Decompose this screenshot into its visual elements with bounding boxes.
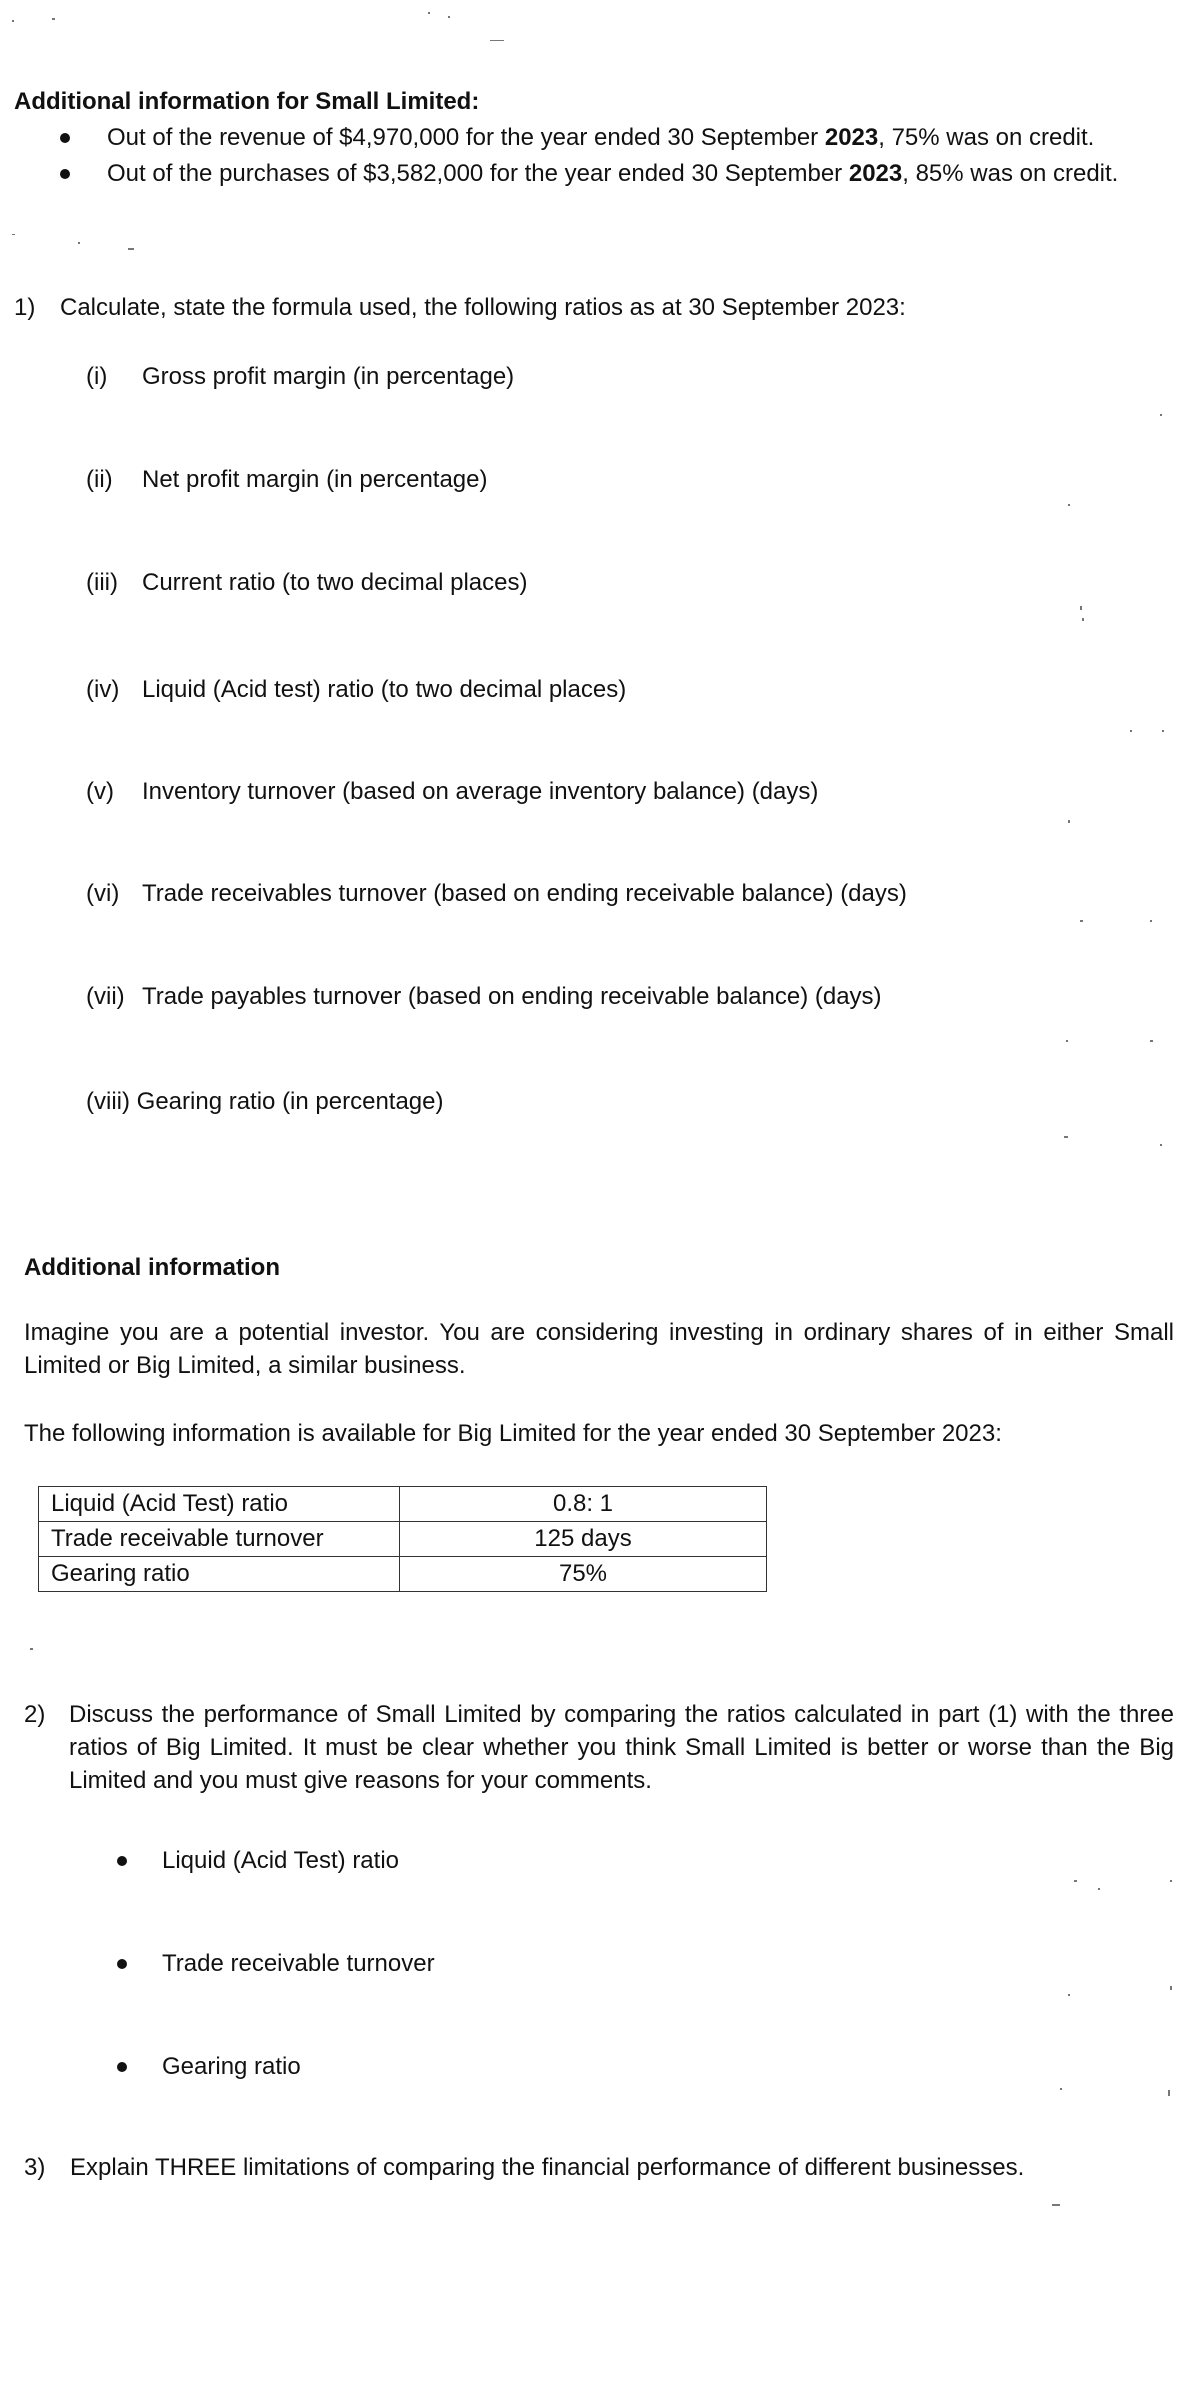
ratio-item-number: (vi) <box>86 880 120 907</box>
q2-bullet-2: Trade receivable turnover <box>162 1950 435 1977</box>
table-cell-value: 75% <box>400 1557 767 1592</box>
bullet-icon <box>60 133 70 143</box>
ratio-item-6 <box>86 878 907 910</box>
bullet-icon <box>117 2062 127 2072</box>
ratio-item-3 <box>86 567 527 599</box>
table-cell-label: Gearing ratio <box>39 1557 400 1592</box>
question-1-text: Calculate, state the formula used, the following ratios as at 30 September 2023: <box>60 294 906 321</box>
ratio-item-number: (i) <box>86 363 108 390</box>
bullet-icon <box>117 1856 127 1866</box>
table-cell-value: 0.8: 1 <box>400 1487 767 1522</box>
ratio-item-number: (ii) <box>86 466 113 493</box>
ratio-item-1 <box>86 361 514 393</box>
bullet-icon <box>117 1959 127 1969</box>
q2-bullet-1: Liquid (Acid Test) ratio <box>162 1847 399 1874</box>
ratio-item-text: Liquid (Acid test) ratio (to two decimal places) <box>142 676 627 703</box>
question-2-text: Discuss the performance of Small Limited by comparing the ratios calculated in part (1) with the three ratios of Big Limited. It must be clear whether you think Small Limited is better or worse than the Big Limited and you must give reasons for your comments. <box>69 1701 1174 1794</box>
bullet-icon <box>60 169 70 179</box>
bullet-1-year: 2023 <box>824 124 879 151</box>
ratio-item-text: Trade receivables turnover (based on ending receivable balance) (days) <box>142 880 907 907</box>
ratio-item-2 <box>86 464 488 496</box>
investor-paragraph: Imagine you are a potential investor. You are considering investing in ordinary shares of in either Small Limited or Big Limited, a similar business. <box>24 1319 1174 1379</box>
bullet-2-text: Out of the purchases of $3,582,000 for the year ended 30 September <box>107 160 849 187</box>
bullet-2-year: 2023 <box>848 160 903 187</box>
ratio-item-5 <box>86 776 818 808</box>
ratio-item-text: Gearing ratio (in percentage) <box>136 1088 444 1115</box>
ratio-item-7 <box>86 981 882 1013</box>
ratio-item-number: (v) <box>86 778 114 805</box>
ratio-item-number: (viii) <box>86 1088 130 1115</box>
question-2 <box>24 1698 1174 1797</box>
ratio-item-number: (vii) <box>86 983 125 1010</box>
additional-info-heading: Additional information <box>24 1254 280 1281</box>
table-row <box>39 1522 767 1557</box>
big-limited-ratios-table <box>38 1486 767 1592</box>
ratio-item-text: Inventory turnover (based on average inventory balance) (days) <box>142 778 819 805</box>
question-1 <box>14 292 906 324</box>
small-info-bullet-2 <box>107 158 1118 190</box>
table-row <box>39 1557 767 1592</box>
ratio-item-text: Current ratio (to two decimal places) <box>142 569 528 596</box>
ratio-item-number: (iii) <box>86 569 118 596</box>
ratio-item-8 <box>86 1086 444 1118</box>
table-cell-label: Trade receivable turnover <box>39 1522 400 1557</box>
big-limited-intro: The following information is available for Big Limited for the year ended 30 September 2023: <box>24 1420 1002 1447</box>
question-3-number: 3) <box>24 2154 46 2181</box>
table-cell-value: 125 days <box>400 1522 767 1557</box>
question-3-text: Explain THREE limitations of comparing the financial performance of different businesses. <box>70 2154 1025 2181</box>
small-info-bullet-1 <box>107 122 1094 154</box>
q2-bullet-3: Gearing ratio <box>162 2053 301 2080</box>
bullet-1-suffix: , 75% was on credit. <box>878 124 1095 151</box>
bullet-2-suffix: , 85% was on credit. <box>902 160 1119 187</box>
question-3 <box>24 2152 1024 2184</box>
table-cell-label: Liquid (Acid Test) ratio <box>39 1487 400 1522</box>
bullet-1-text: Out of the revenue of $4,970,000 for the year ended 30 September <box>107 124 825 151</box>
ratio-item-number: (iv) <box>86 676 120 703</box>
question-2-number: 2) <box>24 1701 46 1728</box>
ratio-item-text: Gross profit margin (in percentage) <box>142 363 515 390</box>
small-info-heading: Additional information for Small Limited: <box>14 88 480 115</box>
table-row <box>39 1487 767 1522</box>
ratio-item-text: Trade payables turnover (based on ending receivable balance) (days) <box>142 983 882 1010</box>
question-1-number: 1) <box>14 294 36 321</box>
ratio-item-4 <box>86 674 626 706</box>
ratio-item-text: Net profit margin (in percentage) <box>142 466 488 493</box>
